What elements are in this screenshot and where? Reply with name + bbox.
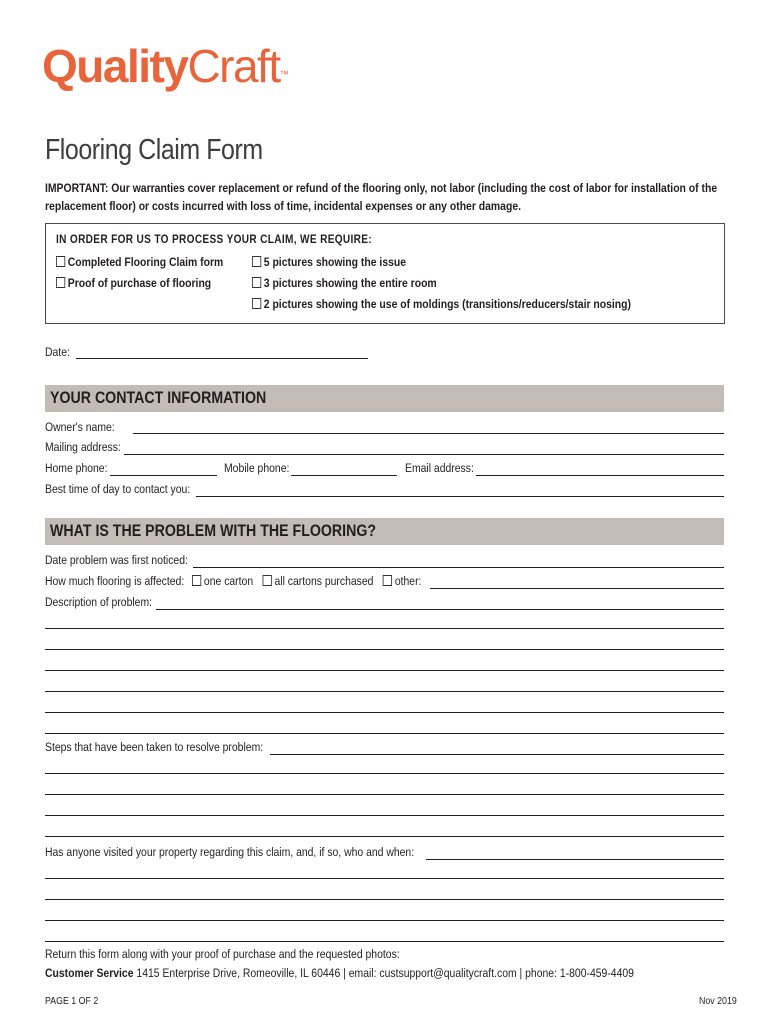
checkbox[interactable] [252,298,261,309]
visited-field[interactable] [426,859,724,860]
steps-line[interactable] [45,836,724,837]
mailing-address-field[interactable] [124,454,724,455]
best-time-field[interactable] [196,496,724,497]
visited-line[interactable] [45,878,724,879]
email-address-field[interactable] [476,475,724,476]
visited-line[interactable] [45,941,724,942]
checkbox-one-carton[interactable] [192,575,201,586]
form-title: Flooring Claim Form [45,134,263,166]
problem-section-title: WHAT IS THE PROBLEM WITH THE FLOORING? [50,522,377,540]
best-time-label: Best time of day to contact you: [45,482,191,496]
description-line[interactable] [45,628,724,629]
description-line[interactable] [45,733,724,734]
description-label: Description of problem: [45,595,153,609]
steps-line[interactable] [45,794,724,795]
requirements-heading: IN ORDER FOR US TO PROCESS YOUR CLAIM, WE REQUIRE: [56,232,373,246]
date-noticed-label: Date problem was first noticed: [45,553,188,567]
home-phone-label: Home phone: [45,461,108,475]
mobile-phone-field[interactable] [291,475,397,476]
description-line[interactable] [45,670,724,671]
owner-name-field[interactable] [133,433,724,434]
visited-line[interactable] [45,899,724,900]
requirement-item: Completed Flooring Claim form [56,255,223,269]
visited-line[interactable] [45,920,724,921]
date-noticed-field[interactable] [193,567,724,568]
checkbox[interactable] [252,256,261,267]
mailing-address-label: Mailing address: [45,440,121,454]
return-instructions: Return this form along with your proof of purchase and the requested photos: [45,947,400,961]
contact-section-title: YOUR CONTACT INFORMATION [50,389,267,407]
other-amount-field[interactable] [430,588,724,589]
description-line[interactable] [45,691,724,692]
requirement-item: 3 pictures showing the entire room [252,276,437,290]
steps-line[interactable] [45,773,724,774]
description-line[interactable] [45,649,724,650]
checkbox[interactable] [56,256,65,267]
visited-label: Has anyone visited your property regarding this claim, and, if so, who and when: [45,845,415,859]
requirement-item: 5 pictures showing the issue [252,255,406,269]
home-phone-field[interactable] [110,475,217,476]
mobile-phone-label: Mobile phone: [224,461,290,475]
checkbox[interactable] [252,277,261,288]
checkbox-other[interactable] [383,575,392,586]
brand-name-regular: Craft [187,40,280,92]
email-address-label: Email address: [405,461,474,475]
steps-field[interactable] [270,754,724,755]
requirement-item: 2 pictures showing the use of moldings (transitions/reducers/stair nosing) [252,297,631,311]
customer-service-details: 1415 Enterprise Drive, Romeoville, IL 60446 | email: custsupport@qualitycraft.com | phone: 1-800-459-4409 [136,966,634,980]
customer-service-line [45,966,634,980]
description-line[interactable] [45,712,724,713]
checkbox-all-cartons[interactable] [263,575,272,586]
owner-name-label: Owner's name: [45,420,115,434]
checkbox[interactable] [56,277,65,288]
customer-service-label: Customer Service [45,966,134,980]
brand-logo [42,40,289,92]
steps-label: Steps that have been taken to resolve problem: [45,740,264,754]
date-field[interactable] [76,358,368,359]
brand-name-bold: Quality [42,40,188,92]
description-field[interactable] [156,609,724,610]
revision-date: Nov 2019 [699,995,737,1007]
how-much-label: How much flooring is affected: one carton all cartons purchased other: [45,574,422,588]
important-notice: IMPORTANT: Our warranties cover replacement or refund of the flooring only, not labor (including the cost of labor for installation of the replacement floor) or costs incurred with loss of time, incidental expenses or any other damage. [45,181,718,213]
requirement-item: Proof of purchase of flooring [56,276,211,290]
steps-line[interactable] [45,815,724,816]
date-label: Date: [45,345,70,359]
trademark-symbol: ™ [279,69,289,79]
page-number: PAGE 1 OF 2 [45,995,99,1007]
